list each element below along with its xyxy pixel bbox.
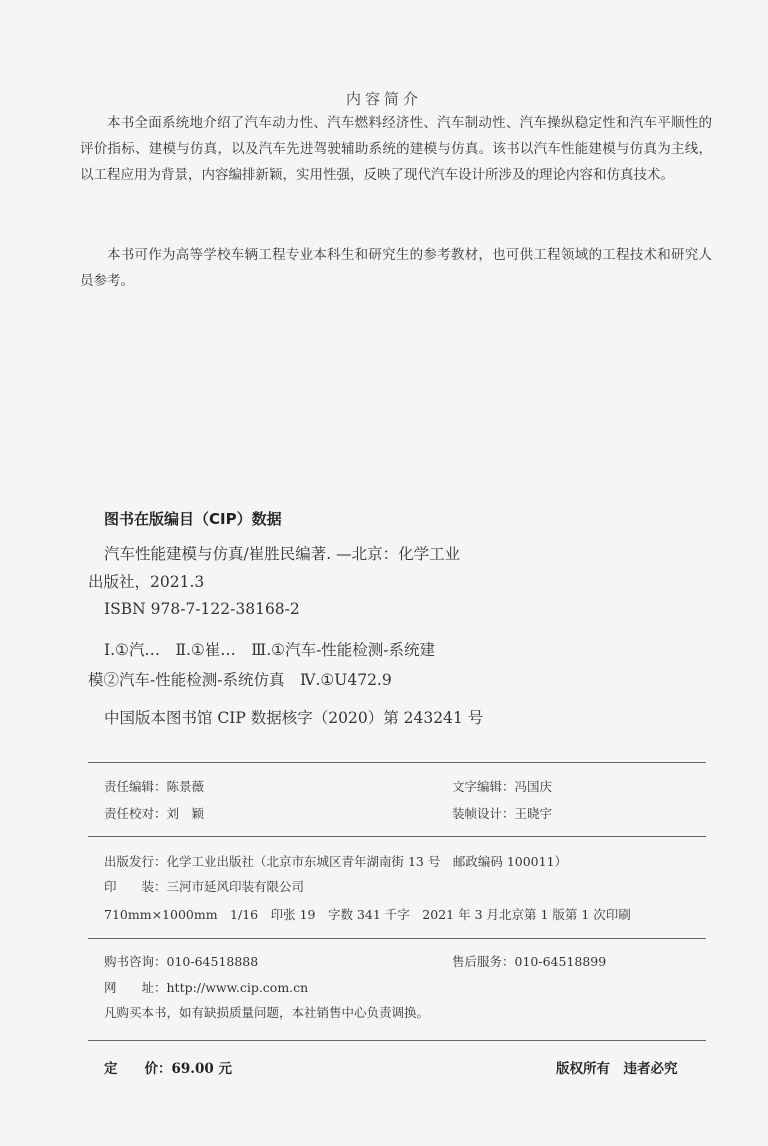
intro-title: 内容简介	[345, 90, 422, 108]
divider-3	[88, 938, 706, 939]
aftersales-contact: 售后服务：010-64518899	[452, 954, 607, 969]
rights-notice: 版权所有 违者必究	[556, 1061, 678, 1077]
divider-1	[88, 762, 706, 763]
cip-line-5: 模②汽车-性能检测-系统仿真 Ⅳ.①U472.9	[88, 671, 392, 689]
publisher-info: 出版发行：化学工业出版社（北京市东城区青年湖南街 13 号 邮政编码 100011）	[104, 854, 568, 869]
cip-isbn: ISBN 978-7-122-38168-2	[104, 600, 300, 618]
intro-paragraph-2: 本书可作为高等学校车辆工程专业本科生和研究生的参考教材，也可供工程领域的工程技术和研究人员参考。	[80, 247, 712, 289]
credit-designer: 装帧设计：王晓宇	[452, 806, 553, 821]
credit-proofreader: 责任校对：刘 颖	[104, 806, 205, 821]
printer-info: 印 装：三河市延风印装有限公司	[104, 879, 305, 894]
cip-heading: 图书在版编目（CIP）数据	[104, 510, 282, 528]
cip-line-4: Ⅰ.①汽… Ⅱ.①崔… Ⅲ.①汽车-性能检测-系统建	[104, 641, 436, 659]
purchase-contact: 购书咨询：010-64518888	[104, 954, 259, 969]
divider-2	[88, 836, 706, 837]
credit-editor: 责任编辑：陈景薇	[104, 779, 205, 794]
credit-text-editor: 文字编辑：冯国庆	[452, 779, 553, 794]
quality-notice: 凡购买本书，如有缺损质量问题，本社销售中心负责调换。	[104, 1005, 430, 1020]
cip-record-number: 中国版本图书馆 CIP 数据核字（2020）第 243241 号	[104, 709, 484, 727]
cip-line-2: 出版社，2021.3	[88, 573, 205, 591]
price: 定 价：69.00 元	[104, 1061, 232, 1077]
website-info: 网 址：http://www.cip.com.cn	[104, 980, 309, 995]
intro-paragraph-1: 本书全面系统地介绍了汽车动力性、汽车燃料经济性、汽车制动性、汽车操纵稳定性和汽车平顺性的评价指标、建模与仿真，以及汽车先进驾驶辅助系统的建模与仿真。该书以汽车性能建模与仿真为主线，以工程应用为背景，内容编排新颖，实用性强，反映了现代汽车设计所涉及的理论内容和仿真技术。	[80, 115, 712, 183]
print-specs: 710mm×1000mm 1/16 印张 19 字数 341 千字 2021 年 3 月北京第 1 版第 1 次印刷	[104, 907, 631, 922]
divider-4	[88, 1040, 706, 1041]
cip-line-1: 汽车性能建模与仿真/崔胜民编著. —北京：化学工业	[104, 545, 461, 563]
